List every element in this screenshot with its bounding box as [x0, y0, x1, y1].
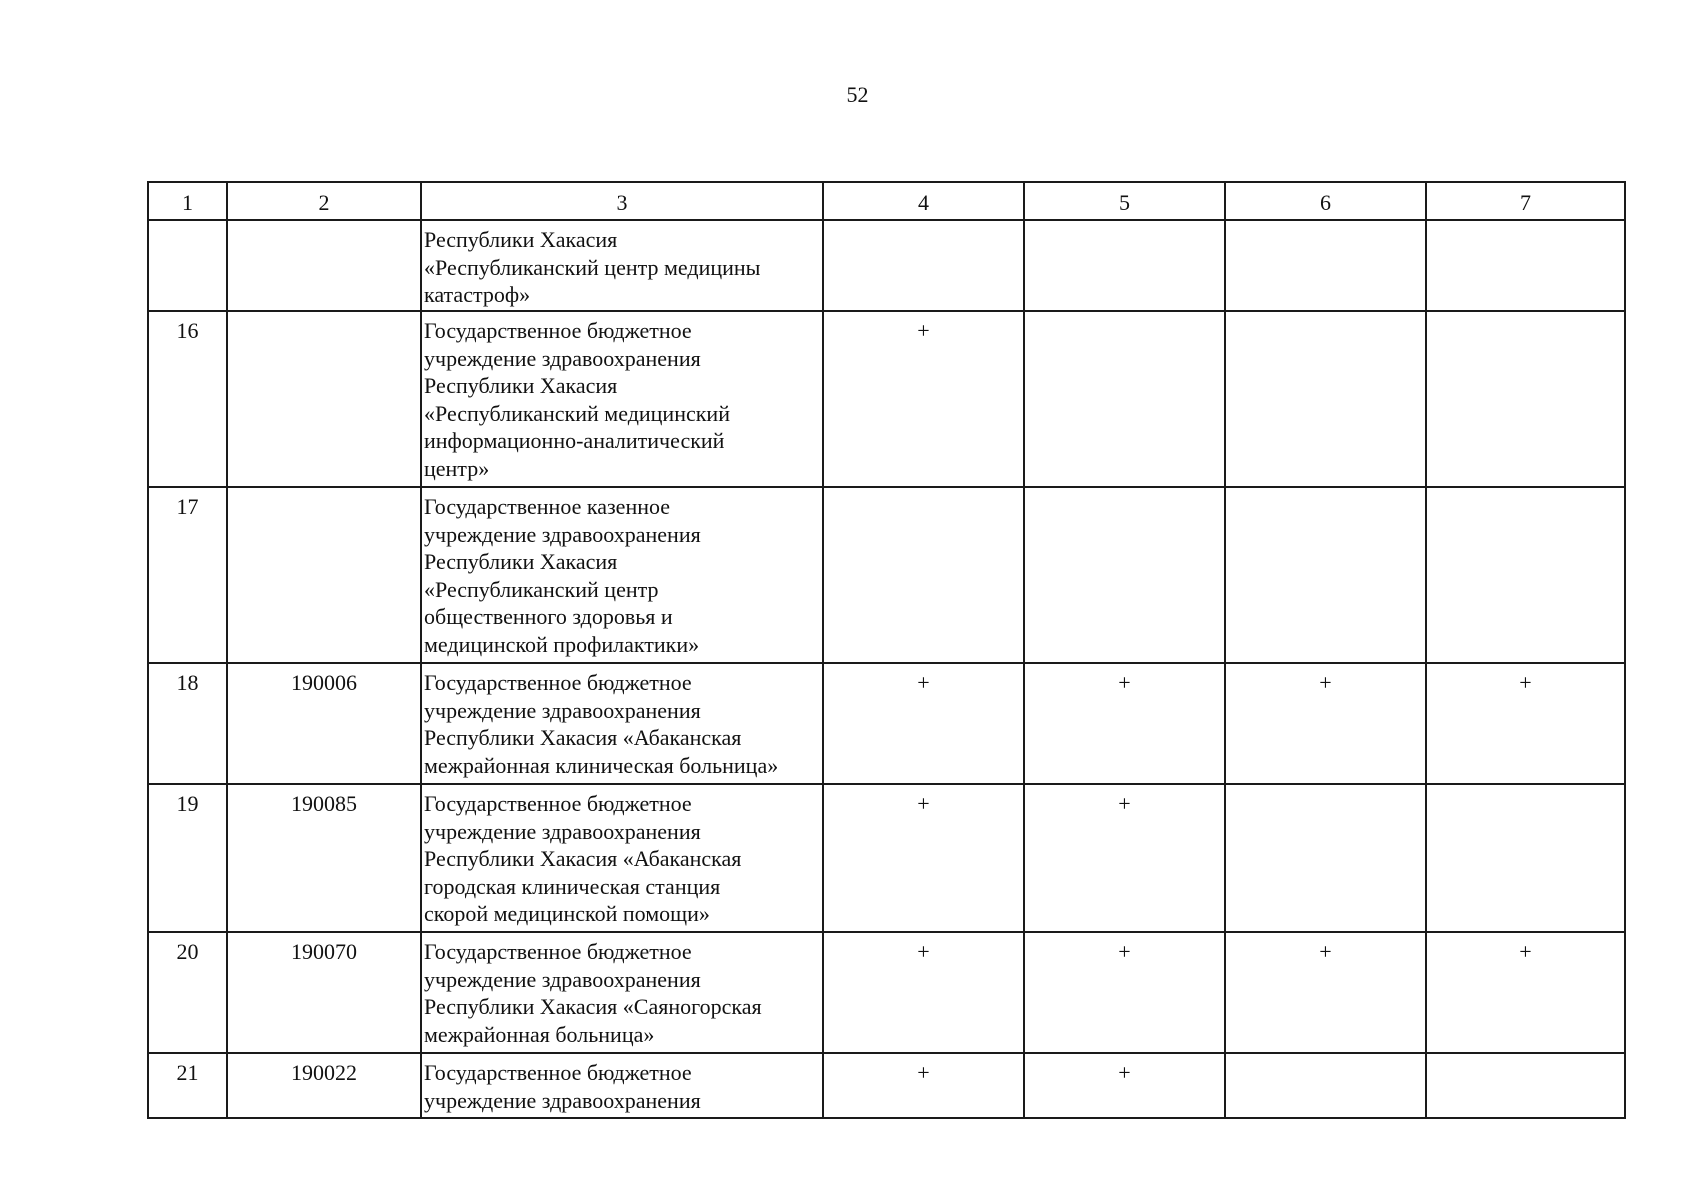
institution-name-line: «Республиканский медицинский: [424, 400, 730, 426]
mark-cell-col-4: +: [823, 1053, 1024, 1118]
institution-name-line: Государственное бюджетное: [424, 1060, 692, 1085]
column-header-5: 5: [1024, 182, 1225, 220]
row-number-cell: 20: [148, 932, 227, 1053]
mark-cell-col-6: [1225, 311, 1426, 487]
table-row: [148, 220, 1625, 311]
table-row: [148, 932, 1625, 1053]
institution-name-line: учреждение здравоохранения: [424, 697, 701, 723]
row-number-cell: 19: [148, 784, 227, 932]
mark-cell-col-6: [1225, 784, 1426, 932]
mark-cell-col-7: [1426, 784, 1625, 932]
institution-name-line: учреждение здравоохранения: [424, 521, 701, 547]
institution-name-cell: [421, 311, 823, 487]
institution-name-cell: [421, 784, 823, 932]
header-row: [148, 182, 1625, 220]
institution-name-line: учреждение здравоохранения: [424, 345, 701, 371]
institution-name-cell: [421, 220, 823, 311]
table-row: [148, 1053, 1625, 1118]
mark-cell-col-4: +: [823, 784, 1024, 932]
table-row: [148, 487, 1625, 663]
mark-cell-col-5: +: [1024, 784, 1225, 932]
institution-name-line: центр»: [424, 455, 490, 481]
mark-cell-col-7: [1426, 311, 1625, 487]
mark-cell-col-4: +: [823, 311, 1024, 487]
institution-name-line: «Республиканский центр: [424, 576, 659, 602]
mark-cell-col-6: [1225, 1053, 1426, 1118]
institution-name-line: Государственное бюджетное: [424, 318, 692, 343]
mark-cell-col-4: [823, 487, 1024, 663]
mark-cell-col-5: [1024, 487, 1225, 663]
institutions-table: [147, 181, 1626, 1119]
row-number-cell: 18: [148, 663, 227, 784]
mark-cell-col-6: [1225, 487, 1426, 663]
row-number-cell: [148, 220, 227, 311]
institution-name-cell: [421, 663, 823, 784]
mark-cell-col-5: +: [1024, 1053, 1225, 1118]
institution-name-line: катастроф»: [424, 282, 531, 307]
institution-name-line: учреждение здравоохранения: [424, 966, 701, 992]
institution-name-line: городская клиническая станция: [424, 873, 721, 899]
institution-name-line: Республики Хакасия «Саяногорская: [424, 994, 762, 1019]
row-number-cell: 17: [148, 487, 227, 663]
page-number: 52: [846, 82, 869, 107]
mark-cell-col-4: +: [823, 932, 1024, 1053]
institution-name-line: Республики Хакасия «Абаканская: [424, 725, 742, 750]
mark-cell-col-6: [1225, 220, 1426, 311]
column-header-1: 1: [148, 182, 227, 220]
institution-code-cell: [227, 220, 421, 311]
mark-cell-col-6: +: [1225, 663, 1426, 784]
mark-cell-col-4: [823, 220, 1024, 311]
institution-code-cell: 190022: [227, 1053, 421, 1118]
institution-name-line: Республики Хакасия: [424, 227, 618, 252]
institution-name-cell: [421, 487, 823, 663]
mark-cell-col-7: +: [1426, 663, 1625, 784]
institution-code-cell: 190070: [227, 932, 421, 1053]
table-row: [148, 311, 1625, 487]
institution-name-line: скорой медицинской помощи»: [424, 901, 710, 926]
institution-name-line: «Республиканский центр медицины: [424, 254, 761, 280]
column-header-3: 3: [421, 182, 823, 220]
mark-cell-col-4: +: [823, 663, 1024, 784]
column-header-4: 4: [823, 182, 1024, 220]
institution-code-cell: 190006: [227, 663, 421, 784]
table-body: [148, 220, 1625, 1118]
column-header-6: 6: [1225, 182, 1426, 220]
institution-name-line: Республики Хакасия: [424, 549, 618, 574]
institution-name-line: Государственное бюджетное: [424, 670, 692, 695]
column-header-2: 2: [227, 182, 421, 220]
institution-name-line: Государственное казенное: [424, 494, 671, 519]
row-number-cell: 16: [148, 311, 227, 487]
institution-name-cell: [421, 932, 823, 1053]
mark-cell-col-6: +: [1225, 932, 1426, 1053]
institution-name-cell: [421, 1053, 823, 1118]
institution-name-line: Республики Хакасия «Абаканская: [424, 846, 742, 871]
institution-name-line: учреждение здравоохранения: [424, 818, 701, 844]
row-number-cell: 21: [148, 1053, 227, 1118]
mark-cell-col-7: +: [1426, 932, 1625, 1053]
institution-name-line: межрайонная больница»: [424, 1021, 655, 1047]
mark-cell-col-5: [1024, 311, 1225, 487]
institution-code-cell: 190085: [227, 784, 421, 932]
institution-code-cell: [227, 311, 421, 487]
table-row: [148, 784, 1625, 932]
institution-name-line: Республики Хакасия: [424, 373, 618, 398]
mark-cell-col-7: [1426, 1053, 1625, 1118]
institution-name-line: межрайонная клиническая больница»: [424, 752, 779, 778]
institution-code-cell: [227, 487, 421, 663]
institution-name-line: информационно-аналитический: [424, 428, 725, 453]
institution-name-line: Государственное бюджетное: [424, 791, 692, 816]
institution-name-line: Государственное бюджетное: [424, 939, 692, 964]
column-header-7: 7: [1426, 182, 1625, 220]
mark-cell-col-7: [1426, 487, 1625, 663]
mark-cell-col-5: [1024, 220, 1225, 311]
mark-cell-col-5: +: [1024, 932, 1225, 1053]
mark-cell-col-5: +: [1024, 663, 1225, 784]
institution-name-line: медицинской профилактики»: [424, 631, 700, 657]
table-row: [148, 663, 1625, 784]
institution-name-line: общественного здоровья и: [424, 604, 673, 629]
mark-cell-col-7: [1426, 220, 1625, 311]
institution-name-line: учреждение здравоохранения: [424, 1087, 701, 1113]
